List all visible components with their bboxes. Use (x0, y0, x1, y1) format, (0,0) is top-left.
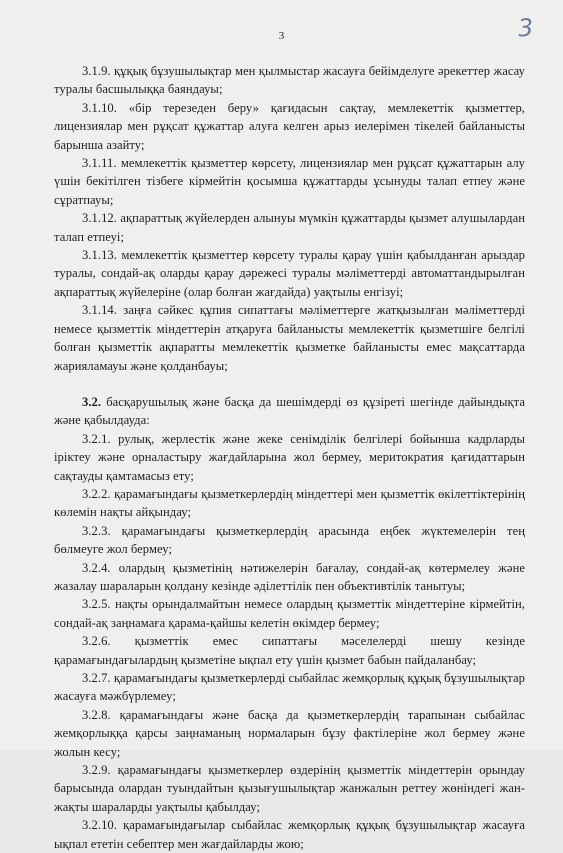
paragraph-number: 3.1.11. (82, 156, 117, 171)
paragraph-item (54, 632, 525, 669)
paragraph-item (54, 559, 525, 596)
paragraph-number: 3.2.5. (82, 597, 111, 612)
paragraph-number: 3.2.10. (82, 818, 117, 833)
paragraph-text: қарамағындағы қызметкерлердің міндеттері мен қызметтік өкілеттіктерінің көлемін нақты айқындау; (54, 486, 525, 520)
paragraph-item (54, 393, 525, 430)
paragraph-text: қызметтік емес сипаттағы мәселелерді шешу кезінде қарамағындағылардың қызметіне ықпал ету үшін қызмет бабын пайдаланбау; (54, 634, 526, 667)
paragraph-number: 3.2.3. (82, 523, 111, 538)
paragraph-text: қарамағындағы қызметкерлердің арасында еңбек жүктемелерін тең бөлмеуге жол бермеу; (54, 523, 525, 557)
paragraph-number: 3.2.4. (82, 560, 111, 575)
paragraph-number: 3.2.7. (82, 671, 111, 685)
paragraph-number: 3.2.1. (82, 431, 111, 446)
paragraph-text: қарамағындағы және басқа да қызметкерлердің тарапынан сыбайлас жемқорлыққа қарсы заңнаманың нормаларын бұзу фактілеріне жол бермеу және жолын кесу; (54, 707, 525, 759)
paragraph-item (54, 669, 525, 706)
paragraph-item (54, 62, 525, 99)
paragraph-item (54, 154, 525, 209)
paragraph-item (54, 816, 525, 853)
paragraph-text: қарамағындағылар сыбайлас жемқорлық құқық бұзушылықтар жасауға ықпал ететін себептер мен жағдайларды жою; (54, 818, 525, 851)
paragraph-item (54, 430, 525, 485)
page-number: 3 (278, 30, 285, 42)
paragraph-number: 3.1.14. (82, 303, 117, 318)
paragraph-number: 3.2.2. (82, 486, 111, 501)
paragraph-item (54, 595, 525, 632)
section-gap (54, 375, 525, 393)
paragraph-number: 3.2.9. (82, 763, 111, 778)
paragraph-text: қарамағындағы қызметкерлер өздерінің қызметтік міндеттерін орындау барысында олардан туындайтын қызығушылықтар жанжалын реттеу жөніндегі жан-жақты шараларды уақтылы қабылдау; (54, 763, 525, 814)
paragraph-text: нақты орындалмайтын немесе олардың қызметтік міндеттеріне кірмейтін, сондай-ақ заңнамаға қарама-қайшы келетін өкімдер бермеу; (54, 597, 525, 630)
paragraph-number: 3.1.10. (82, 100, 117, 115)
paragraph-item (54, 99, 525, 154)
paragraph-number: 3.1.12. (82, 211, 117, 226)
paragraph-number: 3.1.9. (82, 64, 111, 78)
paragraph-text: олардың қызметінің нәтижелерін бағалау, сондай-ақ көтермелеу және жазалау шараларын қолдану кезінде әділеттілік пен объективтілік танытуы; (54, 560, 525, 593)
paragraph-text: рулық, жерлестік және жеке сенімділік белгілері бойынша кадрларды іріктеу және орналастыру жағдайларына жол бермеу, меритократия қағидаттарын сақтауды қамтамасыз ету; (54, 431, 525, 483)
paragraph-item (54, 246, 525, 301)
paragraph-text: қарамағындағы қызметкерлерді сыбайлас жемқорлық құқық бұзушылықтар жасауға мәжбүрлемеу; (54, 671, 525, 704)
section-3-1-list (54, 62, 525, 375)
paragraph-item (54, 485, 525, 522)
paragraph-item (54, 761, 525, 816)
paragraph-item (54, 209, 525, 246)
paragraph-text: мемлекеттік қызметтер көрсету туралы қарау үшін қабылданған арыздар туралы, сондай-ақ оларды қарау дәрежесі туралы мәліметтерді автоматтандырылған ақпараттық жүйелеріне (олар болған жағдайда) уақтылы енгізуі; (54, 248, 525, 299)
paragraph-number: 3.2.8. (82, 707, 111, 722)
paragraph-text: «бір терезеден беру» қағидасын сақтау, мемлекеттік қызметтер, лицензиялар мен рұқсат құжаттар алуға келген арыз иелерімен тікелей байланысты барынша азайту; (54, 100, 525, 152)
paragraph-text: құқық бұзушылықтар мен қылмыстар жасауға бейімделуге әрекеттер жасау туралы басшылыққа баяндауы; (54, 64, 525, 97)
paragraph-text: ақпараттық жүйелерден алынуы мүмкін құжаттарды қызмет алушылардан талап етпеуі; (54, 211, 525, 244)
handwritten-page-number: 3 (516, 13, 534, 43)
paragraph-text: мемлекеттік қызметтер көрсету, лицензиялар мен рұқсат құжаттарын алу үшін бекітілген тізбеге кірмейтін қосымша құжаттарды ұсынуды талап етпеу және сұратпауы; (54, 156, 525, 207)
paragraph-text: заңға сәйкес құпия сипаттағы мәліметтерге жатқызылған мәліметтерді немесе қызметтік міндеттерін атқаруға байланысты мемлекеттік қызметшіге белгілі болған қызметтік ақпаратты мемлекеттік қызметке байланысты емес мақсаттарда жарияламауы және қолданбауы; (54, 303, 525, 373)
paragraph-item (54, 301, 525, 375)
paragraph-number: 3.2.6. (82, 634, 111, 649)
section-3-2-list (54, 393, 525, 853)
paragraph-text: басқарушылық және басқа да шешімдерді өз құзіреті шегінде дайындықта және қабылдауда: (54, 394, 525, 428)
paragraph-item (54, 522, 525, 559)
paragraph-number: 3.1.13. (82, 248, 117, 263)
paragraph-item (54, 706, 525, 761)
paragraph-number: 3.2. (82, 394, 102, 409)
